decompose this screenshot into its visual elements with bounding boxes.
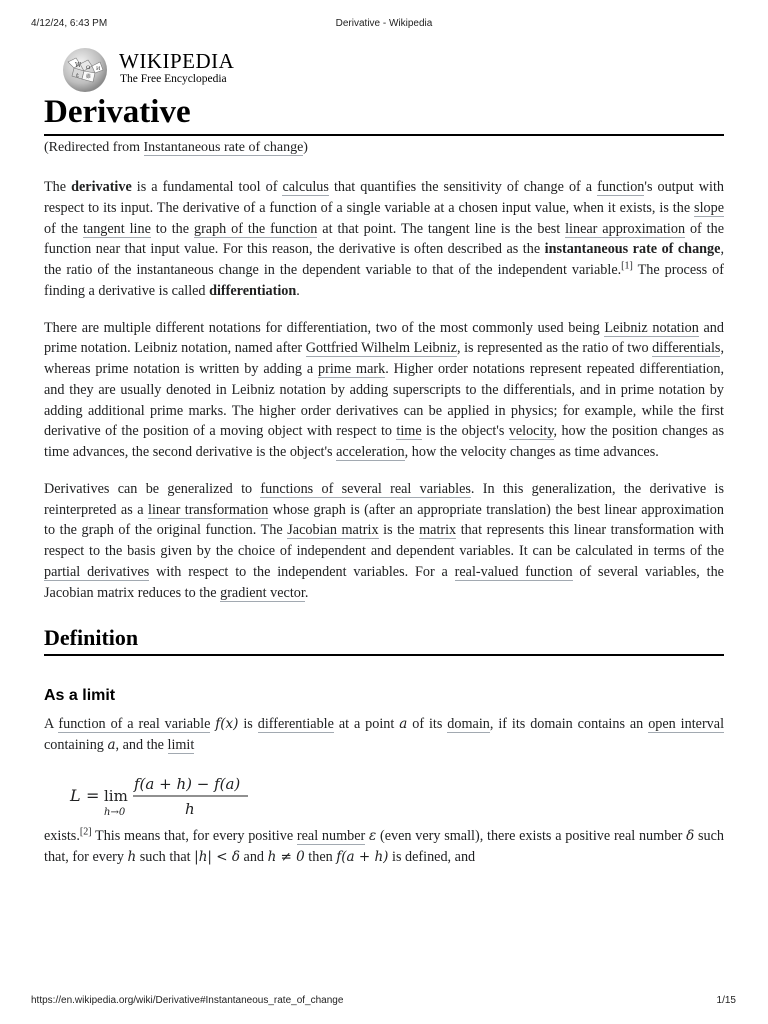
text: There are multiple different notations for differentiation, two of the most commonly used being: [44, 319, 605, 336]
text: , whereas prime notation is written by adding a: [44, 340, 724, 377]
link-partial-derivatives[interactable]: partial derivatives: [44, 563, 150, 580]
wikipedia-wordmark: WIKIPEDIA: [119, 49, 235, 73]
text: is: [238, 716, 258, 733]
math-a: a: [107, 737, 116, 753]
article-content: [44, 92, 724, 867]
text: , if its domain contains an: [489, 716, 649, 733]
definition-paragraph-1: [44, 714, 724, 756]
link-differentiable[interactable]: differentiable: [257, 716, 334, 733]
formula-lhs: L: [70, 785, 81, 805]
math-f-of-x: f(x): [215, 716, 239, 733]
text: and: [239, 848, 268, 865]
link-domain[interactable]: domain: [447, 716, 490, 733]
formula-numerator: f(a + h) − f(a): [134, 774, 241, 793]
text: at that point. The tangent line is the best: [317, 220, 566, 237]
text: of the function near that input value. For this reason, the derivative is often described as the: [44, 220, 724, 258]
text: .: [304, 584, 309, 601]
text: is a fundamental tool of: [131, 179, 283, 195]
text: that quantifies the sensitivity of change of a: [328, 179, 598, 195]
math-abs-h-less-than-delta: |h| < δ: [194, 848, 240, 865]
text: of the: [44, 220, 83, 237]
link-prime-mark[interactable]: prime mark: [318, 361, 386, 377]
text: then: [304, 848, 337, 865]
link-time[interactable]: time: [396, 423, 422, 440]
text: , and the: [115, 737, 168, 753]
link-matrix[interactable]: matrix: [419, 522, 457, 539]
text: containing: [44, 737, 108, 753]
text: This means that, for every positive: [91, 827, 297, 844]
link-graph-of-the-function[interactable]: graph of the function: [193, 220, 318, 237]
text: , the ratio of the instantaneous change in the dependent variable to that of the independent variable.: [44, 241, 724, 278]
text: such that, for every: [44, 827, 724, 865]
text: with respect to the independent variables. For a: [149, 563, 455, 580]
svg-text:W: W: [75, 62, 82, 69]
intro-paragraph-1: [44, 177, 724, 302]
intro-paragraph-2: [44, 318, 724, 463]
link-leibniz-notation[interactable]: Leibniz notation: [604, 319, 699, 336]
bold-term-instantaneous-rate-of-change: instantaneous rate of change: [544, 241, 721, 258]
link-limit[interactable]: limit: [167, 737, 195, 753]
formula-lim: lim: [104, 786, 128, 805]
formula-denominator: h: [185, 799, 195, 818]
text: whose graph is (after an appropriate translation) the best linear approximation to the graph of the original function. The: [44, 501, 724, 539]
math-h-not-zero: h ≠ 0: [267, 848, 305, 865]
link-real-number[interactable]: real number: [296, 827, 366, 844]
math-f-of-a-plus-h: f(a + h): [336, 848, 389, 865]
reference-2-link[interactable]: [2]: [79, 826, 92, 838]
definition-paragraph-2: [44, 826, 724, 868]
link-function-of-a-real-variable[interactable]: function of a real variable: [58, 716, 211, 733]
print-datetime: 4/12/24, 6:43 PM: [31, 18, 108, 29]
reference-1-link[interactable]: [1]: [621, 260, 633, 272]
text: . In this generalization, the derivative is reinterpreted as a: [44, 480, 724, 518]
wikipedia-logo[interactable]: [60, 44, 280, 94]
math-a: a: [399, 716, 408, 733]
wikipedia-globe-icon: [60, 44, 110, 94]
link-function[interactable]: function: [597, 179, 645, 195]
text: .: [296, 282, 300, 299]
link-tangent-line[interactable]: tangent line: [82, 220, 151, 237]
text: . Higher order notations represent repeated differentiation, and they are usually denoted in Leibniz notation by adding superscripts to the differentials, and in prime notation by adding additional prime marks. The higher order derivatives can be applied in physics; for example, while the first derivative of the position of a moving object with respect to: [44, 361, 724, 440]
link-calculus[interactable]: calculus: [282, 179, 329, 195]
text: Derivatives can be generalized to: [44, 480, 261, 497]
text: is defined, and: [388, 848, 476, 865]
bold-term-derivative: derivative: [71, 179, 132, 195]
redirect-prefix: (Redirected from: [44, 140, 144, 155]
text: , how the position changes as time advances, the second derivative is the object's: [44, 423, 724, 460]
formula-limit-subscript: h→0: [104, 806, 126, 818]
subsection-heading-as-a-limit: As a limit: [44, 687, 116, 705]
text: The: [44, 179, 72, 195]
math-h: h: [127, 848, 137, 865]
svg-text:ع: ع: [76, 72, 79, 78]
link-velocity[interactable]: velocity: [508, 423, 554, 440]
intro-paragraph-3: [44, 479, 724, 604]
text: (even very small), there exists a positive real number: [376, 827, 687, 844]
link-acceleration[interactable]: acceleration: [336, 444, 405, 460]
text: , how the velocity changes as time advances.: [404, 444, 659, 460]
redirect-link[interactable]: Instantaneous rate of change: [143, 140, 304, 155]
print-url: https://en.wikipedia.org/wiki/Derivative#Instantaneous_rate_of_change: [31, 995, 344, 1006]
page-title: Derivative: [44, 92, 724, 136]
print-page-title: Derivative - Wikipedia: [335, 18, 433, 29]
math-delta: δ: [686, 827, 695, 844]
text: The process of finding a derivative is called: [44, 262, 724, 299]
text: and prime notation. Leibniz notation, named after: [44, 319, 724, 357]
limit-definition-formula: [44, 770, 724, 826]
link-open-interval[interactable]: open interval: [648, 716, 725, 733]
link-linear-approximation[interactable]: linear approximation: [565, 220, 686, 237]
link-differentials[interactable]: differentials: [652, 340, 721, 357]
text: such that: [136, 848, 195, 865]
redirect-suffix: ): [303, 140, 308, 155]
formula-equals: =: [86, 785, 100, 805]
text: that represents this linear transformation with respect to the basis given by the choice of independent and dependent variables. It can be calculated in terms of the: [44, 522, 725, 559]
svg-text:Ω: Ω: [86, 65, 91, 71]
text: 's output with respect to its input. The derivative of a function of a single variable at a chosen input value, when it exists, is the: [44, 179, 724, 216]
text: at a point: [333, 716, 400, 733]
link-functions-of-several-real-variables[interactable]: functions of several real variables: [260, 480, 471, 497]
text: exists.: [44, 827, 80, 844]
link-gradient-vector[interactable]: gradient vector: [220, 584, 305, 601]
link-jacobian-matrix[interactable]: Jacobian matrix: [287, 522, 379, 539]
print-footer: [0, 995, 768, 1009]
text: of its: [407, 716, 448, 733]
wikipedia-tagline: The Free Encyclopedia: [120, 73, 227, 85]
redirect-notice: [44, 139, 724, 157]
link-gottfried-wilhelm-leibniz[interactable]: Gottfried Wilhelm Leibniz: [305, 340, 457, 357]
text: to the: [150, 220, 194, 237]
link-linear-transformation[interactable]: linear transformation: [148, 501, 269, 518]
print-page-number: 1/15: [716, 995, 736, 1006]
link-slope[interactable]: slope: [694, 199, 724, 216]
svg-text:維: 維: [86, 74, 92, 80]
link-real-valued-function[interactable]: real-valued function: [454, 563, 573, 580]
text: is the: [378, 522, 420, 539]
text: , is represented as the ratio of two: [456, 340, 653, 357]
text: A: [44, 716, 59, 733]
print-header: [0, 18, 768, 32]
text: is the object's: [421, 423, 509, 440]
math-epsilon: ε: [369, 827, 377, 844]
svg-text:И: И: [96, 66, 101, 72]
text: of several variables, the Jacobian matrix reduces to the: [44, 563, 724, 601]
bold-term-differentiation: differentiation: [209, 282, 297, 299]
section-heading-definition: Definition: [44, 623, 724, 656]
